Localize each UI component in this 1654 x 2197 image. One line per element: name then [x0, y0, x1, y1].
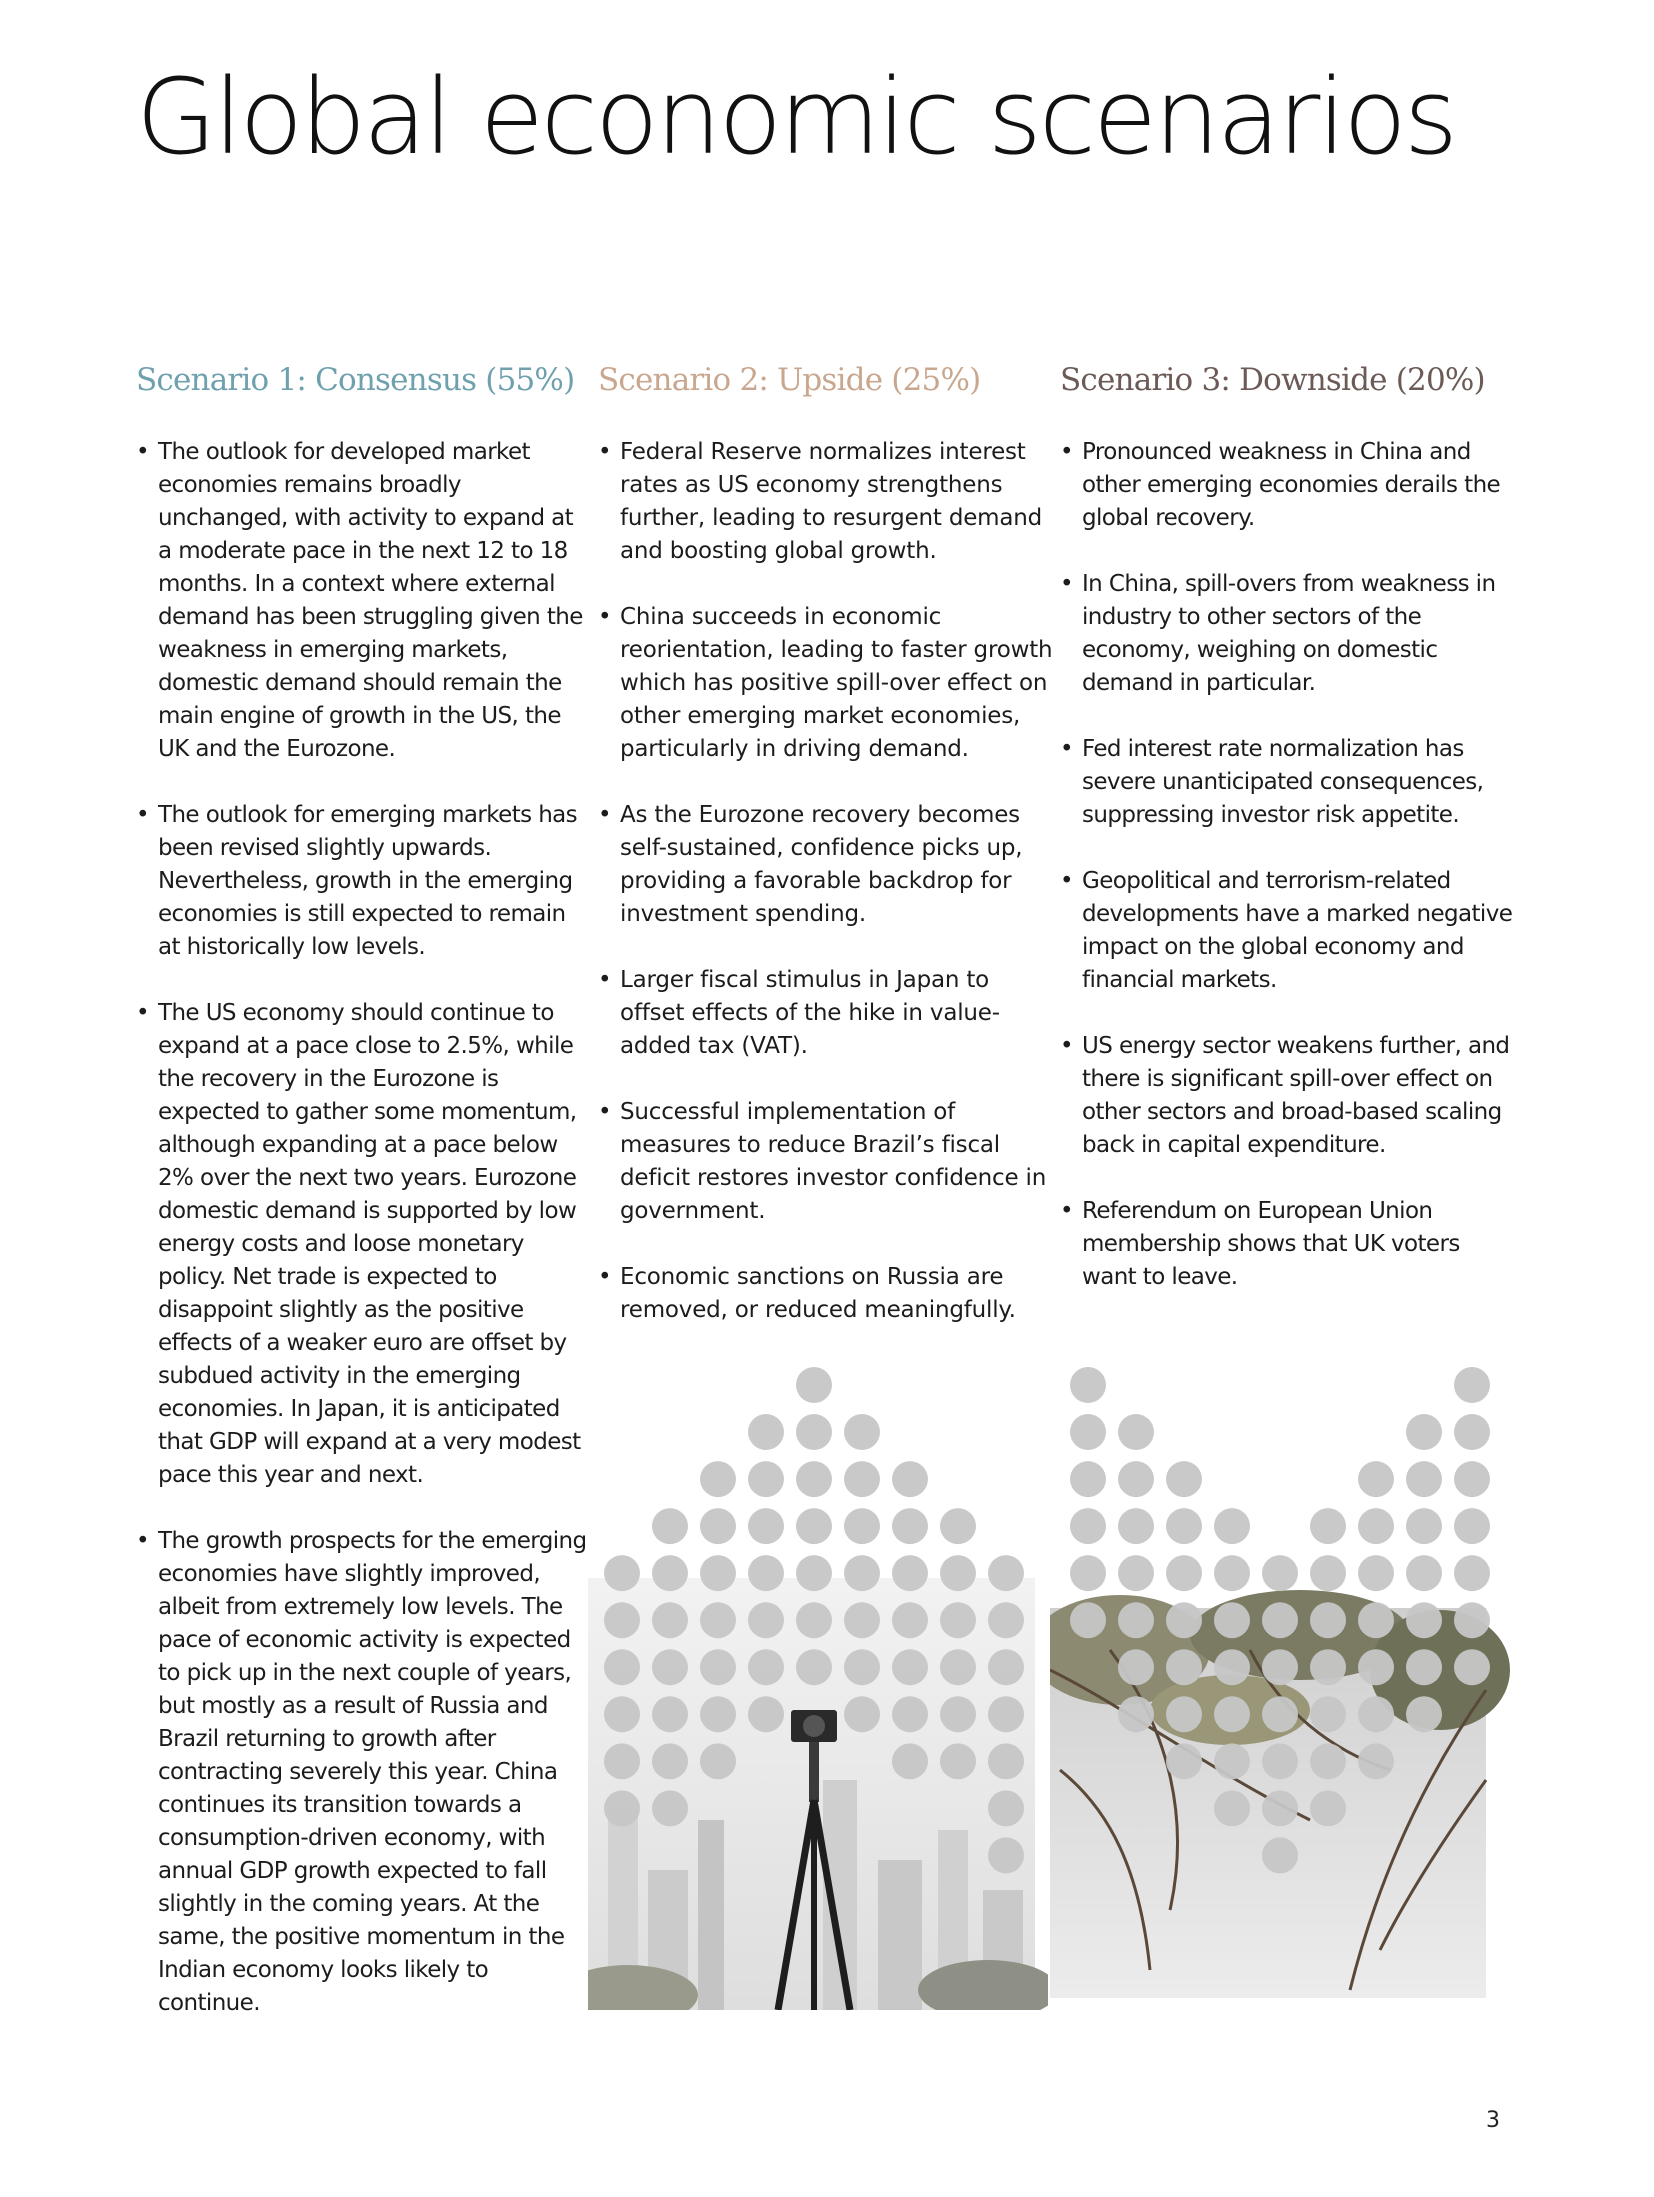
dot [1118, 1414, 1154, 1450]
dot [1454, 1555, 1490, 1591]
scenario-2-column [598, 360, 1053, 1360]
dot [1070, 1602, 1106, 1638]
dot [1454, 1508, 1490, 1544]
dot [1214, 1602, 1250, 1638]
dot [940, 1508, 976, 1544]
list-item: • The US economy should continue to expand at a pace close to 2.5%, while the recovery in the Eurozone is expected to gather some momentum, although expanding at a pace below 2% over the next two years. Eurozone domestic demand is supported by low energy costs and loose monetary policy. Net trade is expected to disappoint slightly as the positive effects of a weaker euro are offset by subdued activity in the emerging economies. In Japan, it is anticipated that GDP will expand at a very modest pace this year and next. [136, 997, 591, 1492]
list-item: • US energy sector weakens further, and there is significant spill-over effect on other sectors and broad-based scaling back in capital expenditure. [1060, 1030, 1520, 1162]
dot [748, 1649, 784, 1685]
dot [1406, 1555, 1442, 1591]
dot [940, 1696, 976, 1732]
dot [748, 1555, 784, 1591]
dot [1454, 1461, 1490, 1497]
dot [1118, 1649, 1154, 1685]
list-item: • Pronounced weakness in China and other emerging economies derails the global recovery. [1060, 436, 1520, 535]
dot [1214, 1508, 1250, 1544]
dot [1118, 1602, 1154, 1638]
dot [940, 1555, 976, 1591]
dot [652, 1555, 688, 1591]
dot [844, 1696, 880, 1732]
downside-photo-illustration [1050, 1350, 1520, 2010]
dot [940, 1602, 976, 1638]
dot [1214, 1696, 1250, 1732]
dot [892, 1696, 928, 1732]
dot [988, 1743, 1024, 1779]
dot [1406, 1414, 1442, 1450]
list-item: • The growth prospects for the emerging economies have slightly improved, albeit from extremely low levels. The pace of economic activity is expected to pick up in the next couple of years, but mostly as a result of Russia and Brazil returning to growth after contracting severely this year. China continues its transition towards a consumption-driven economy, with annual GDP growth expected to fall slightly in the coming years. At the same, the positive momentum in the Indian economy looks likely to continue. [136, 1525, 591, 2020]
dot [700, 1649, 736, 1685]
dot [844, 1508, 880, 1544]
dot [1118, 1508, 1154, 1544]
scenario-1-column [136, 360, 591, 2053]
dot [1358, 1602, 1394, 1638]
list-item: • Referendum on European Union membership shows that UK voters want to leave. [1060, 1195, 1520, 1294]
dot [1406, 1602, 1442, 1638]
dot [1166, 1649, 1202, 1685]
dot [652, 1743, 688, 1779]
dot [1118, 1555, 1154, 1591]
dot [1262, 1743, 1298, 1779]
dot [844, 1461, 880, 1497]
dot [1310, 1790, 1346, 1826]
dot [1310, 1696, 1346, 1732]
dot [1310, 1555, 1346, 1591]
dot [1406, 1461, 1442, 1497]
dot [988, 1649, 1024, 1685]
dot [652, 1790, 688, 1826]
dot [1310, 1508, 1346, 1544]
dot [604, 1696, 640, 1732]
dot [796, 1414, 832, 1450]
dot [1358, 1649, 1394, 1685]
dot [892, 1743, 928, 1779]
dot [1310, 1602, 1346, 1638]
dot [604, 1790, 640, 1826]
dot [748, 1461, 784, 1497]
page-title: Global economic scenarios [136, 56, 1456, 178]
dot [1310, 1743, 1346, 1779]
list-item: • Geopolitical and terrorism-related developments have a marked negative impact on the global economy and financial markets. [1060, 865, 1520, 997]
dot [892, 1555, 928, 1591]
dot [700, 1508, 736, 1544]
scenario-3-heading: Scenario 3: Downside (20%) [1060, 362, 1485, 398]
dot [844, 1555, 880, 1591]
dot [940, 1743, 976, 1779]
scenario-2-bullets [598, 436, 1053, 1327]
dot [604, 1555, 640, 1591]
dot [796, 1461, 832, 1497]
dot [700, 1555, 736, 1591]
dot [892, 1602, 928, 1638]
dot [988, 1790, 1024, 1826]
dot [1454, 1414, 1490, 1450]
dot [940, 1649, 976, 1685]
dot [1118, 1696, 1154, 1732]
dot [1358, 1696, 1394, 1732]
dot [1454, 1367, 1490, 1403]
list-item: • Successful implementation of measures to reduce Brazil’s fiscal deficit restores investor confidence in government. [598, 1096, 1053, 1228]
dot [700, 1461, 736, 1497]
dot [748, 1414, 784, 1450]
dot [1214, 1790, 1250, 1826]
scenario-1-bullets [136, 436, 591, 2020]
dot [1166, 1461, 1202, 1497]
dot [796, 1367, 832, 1403]
dot [844, 1414, 880, 1450]
list-item: • In China, spill-overs from weakness in industry to other sectors of the economy, weighing on domestic demand in particular. [1060, 568, 1520, 700]
dot [892, 1461, 928, 1497]
list-item: • Fed interest rate normalization has severe unanticipated consequences, suppressing investor risk appetite. [1060, 733, 1520, 832]
dot [1358, 1743, 1394, 1779]
scenario-3-column [1060, 360, 1520, 1327]
list-item: • Federal Reserve normalizes interest rates as US economy strengthens further, leading to resurgent demand and boosting global growth. [598, 436, 1053, 568]
dot [1214, 1743, 1250, 1779]
upside-photo-illustration [588, 1350, 1048, 2010]
dot [844, 1602, 880, 1638]
scenario-3-bullets [1060, 436, 1520, 1294]
dot [892, 1508, 928, 1544]
dot [988, 1602, 1024, 1638]
dot [796, 1555, 832, 1591]
dot [652, 1649, 688, 1685]
dot [604, 1743, 640, 1779]
dot [796, 1649, 832, 1685]
dot [1454, 1602, 1490, 1638]
dot [1358, 1555, 1394, 1591]
list-item: • The outlook for developed market economies remains broadly unchanged, with activity to expand at a moderate pace in the next 12 to 18 months. In a context where external demand has been struggling given the weakness in emerging markets, domestic demand should remain the main engine of growth in the US, the UK and the Eurozone. [136, 436, 591, 766]
page-number: 3 [1486, 2108, 1500, 2133]
dot [652, 1696, 688, 1732]
dot [988, 1555, 1024, 1591]
dot [1070, 1414, 1106, 1450]
dot [1358, 1461, 1394, 1497]
dot [700, 1602, 736, 1638]
dot [1262, 1790, 1298, 1826]
dot [652, 1508, 688, 1544]
dot [988, 1837, 1024, 1873]
dot [700, 1743, 736, 1779]
dot [1358, 1508, 1394, 1544]
dot [748, 1602, 784, 1638]
list-item: • Larger fiscal stimulus in Japan to offset effects of the hike in value-added tax (VAT). [598, 964, 1053, 1063]
dot [700, 1696, 736, 1732]
scenario-1-heading: Scenario 1: Consensus (55%) [136, 362, 575, 398]
dot [1454, 1649, 1490, 1685]
list-item: • The outlook for emerging markets has been revised slightly upwards. Nevertheless, growth in the emerging economies is still expected to remain at historically low levels. [136, 799, 591, 964]
dot [1166, 1602, 1202, 1638]
dot [1070, 1555, 1106, 1591]
dot [1118, 1461, 1154, 1497]
dot [1070, 1508, 1106, 1544]
dot [1310, 1649, 1346, 1685]
dot [844, 1649, 880, 1685]
scenario-2-heading: Scenario 2: Upside (25%) [598, 362, 981, 398]
dot [1214, 1649, 1250, 1685]
list-item: • China succeeds in economic reorientation, leading to faster growth which has positive spill-over effect on other emerging market economies, particularly in driving demand. [598, 601, 1053, 766]
dot [1406, 1508, 1442, 1544]
dot [796, 1602, 832, 1638]
dot [1262, 1837, 1298, 1873]
dot [748, 1508, 784, 1544]
dot [1166, 1743, 1202, 1779]
dot [1166, 1555, 1202, 1591]
dot [988, 1696, 1024, 1732]
dot [1406, 1696, 1442, 1732]
dot [1262, 1555, 1298, 1591]
list-item: • As the Eurozone recovery becomes self-sustained, confidence picks up, providing a favorable backdrop for investment spending. [598, 799, 1053, 931]
dot [604, 1602, 640, 1638]
dot [1262, 1649, 1298, 1685]
dot [1262, 1696, 1298, 1732]
dot [892, 1649, 928, 1685]
dot [604, 1649, 640, 1685]
dot [1070, 1461, 1106, 1497]
dot [652, 1602, 688, 1638]
list-item: • Economic sanctions on Russia are removed, or reduced meaningfully. [598, 1261, 1053, 1327]
dot [1214, 1555, 1250, 1591]
dot [1166, 1508, 1202, 1544]
dot [796, 1508, 832, 1544]
dot [1406, 1649, 1442, 1685]
dot [1262, 1602, 1298, 1638]
dot [748, 1696, 784, 1732]
dot [1070, 1367, 1106, 1403]
dot [1166, 1696, 1202, 1732]
